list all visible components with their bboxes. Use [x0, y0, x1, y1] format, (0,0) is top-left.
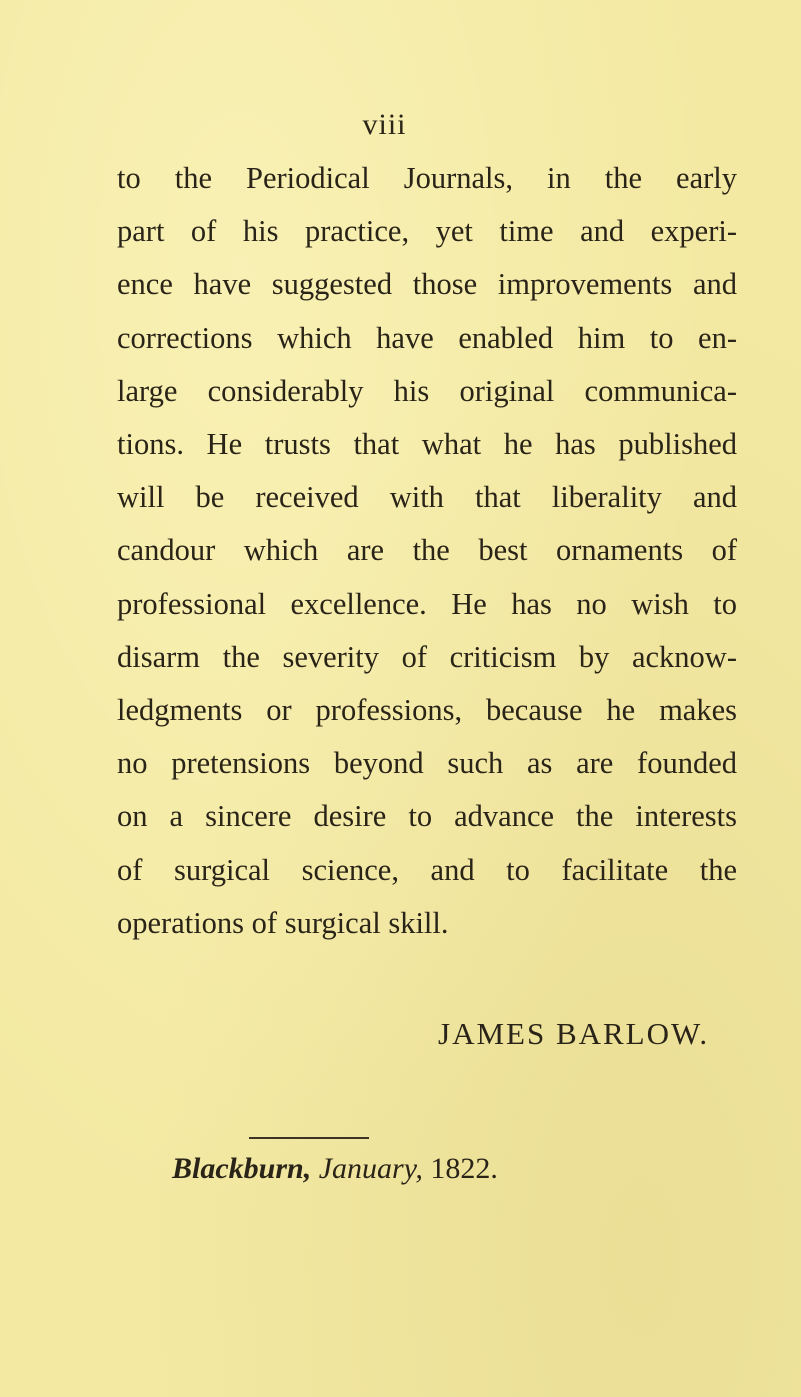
text-line: part of his practice, yet time and experi- — [117, 214, 737, 249]
text-line: tions. He trusts that what he has published — [117, 427, 737, 462]
text-line: ence have suggested those improvements and — [117, 267, 737, 302]
dateline — [172, 1152, 498, 1186]
text-line: corrections which have enabled him to en- — [117, 320, 737, 355]
text-line: will be received with that liberality and — [117, 480, 737, 515]
body-paragraph — [117, 152, 737, 950]
dateline-month: January, — [318, 1152, 423, 1185]
text-line: large considerably his original communica- — [117, 373, 737, 408]
text-line: professional excellence. He has no wish to — [117, 586, 737, 621]
divider-rule — [249, 1137, 369, 1139]
text-line: of surgical science, and to facilitate the — [117, 852, 737, 887]
dateline-year: 1822. — [430, 1152, 498, 1185]
page-number: viii — [362, 108, 407, 141]
text-line: candour which are the best ornaments of — [117, 533, 737, 568]
text-line: on a sincere desire to advance the interests — [117, 799, 737, 834]
text-line: ledgments or professions, because he makes — [117, 693, 737, 728]
author-signature: JAMES BARLOW. — [438, 1016, 710, 1051]
text-line: operations of surgical skill. — [117, 905, 449, 940]
text-line: no pretensions beyond such as are founded — [117, 746, 737, 781]
dateline-place: Blackburn, — [172, 1152, 312, 1185]
text-line: disarm the severity of criticism by acknow- — [117, 639, 737, 674]
text-line: to the Periodical Journals, in the early — [117, 161, 737, 195]
